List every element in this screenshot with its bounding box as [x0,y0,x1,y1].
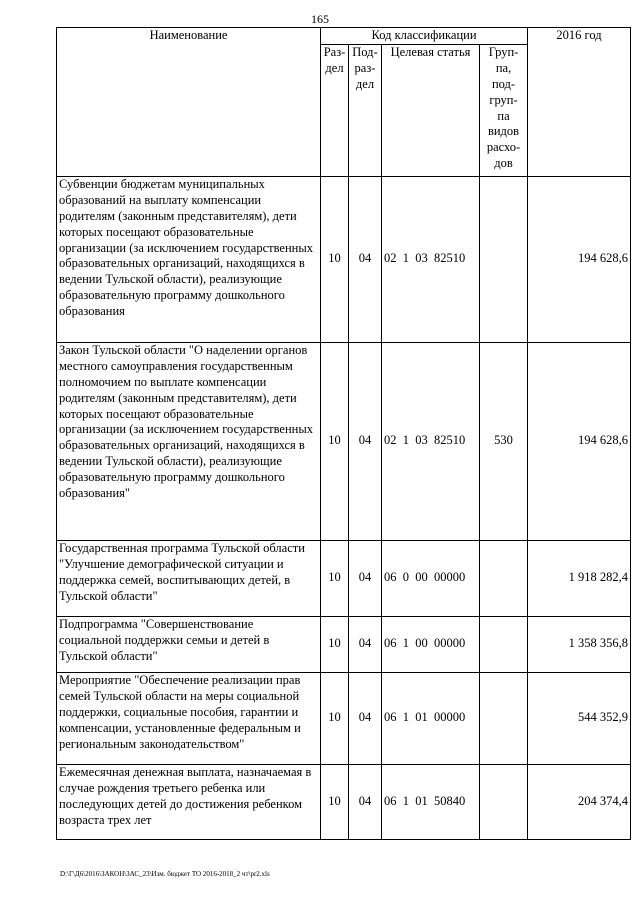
row-target-article: 02 1 03 82510 [382,342,480,540]
header-year: 2016 год [528,28,631,177]
row-name: Государственная программа Тульской области "Улучшение демографической ситуации и поддержка семей, воспитывающих детей, в Тульской области" [57,540,321,616]
table-row [57,176,631,342]
page-number: 165 [311,12,329,26]
row-target-article: 06 1 01 50840 [382,764,480,839]
budget-table [56,27,631,840]
row-section: 10 [321,176,349,342]
row-section: 10 [321,342,349,540]
row-expense-group: 530 [480,342,528,540]
row-amount: 204 374,4 [528,764,631,839]
row-section: 10 [321,616,349,672]
row-expense-group [480,540,528,616]
table-row [57,672,631,764]
row-target-article: 06 0 00 00000 [382,540,480,616]
row-section: 10 [321,764,349,839]
header-subsection: Под- раз- дел [349,44,382,176]
row-target-article: 06 1 00 00000 [382,616,480,672]
header-name: Наименование [57,28,321,177]
row-subsection: 04 [349,764,382,839]
row-amount: 1 918 282,4 [528,540,631,616]
row-name: Ежемесячная денежная выплата, назначаемая в случае рождения третьего ребенка или последующих детей до достижения ребенком возраста трех лет [57,764,321,839]
row-section: 10 [321,672,349,764]
row-expense-group [480,616,528,672]
table-row [57,616,631,672]
row-target-article: 06 1 01 00000 [382,672,480,764]
row-subsection: 04 [349,540,382,616]
table-row [57,764,631,839]
row-name: Субвенции бюджетам муниципальных образований на выплату компенсации родителям (законным представителям), дети которых посещают образовательные организации (за исключением государственных образовательных организаций, находящихся в ведении Тульской области), реализующие образовательную программу дошкольного образования [57,176,321,342]
row-expense-group [480,764,528,839]
table-row [57,540,631,616]
row-section: 10 [321,540,349,616]
header-expense-group: Груп- па, под- груп- па видов расхо- дов [480,44,528,176]
row-subsection: 04 [349,616,382,672]
row-expense-group [480,176,528,342]
row-amount: 544 352,9 [528,672,631,764]
row-subsection: 04 [349,176,382,342]
row-amount: 194 628,6 [528,342,631,540]
header-section: Раз- дел [321,44,349,176]
row-subsection: 04 [349,672,382,764]
footer-file-path: D:\Г\Д6\2016\ЗАКОН\ЗАС_23\Изм. бюджет ТО 2016-2018_2 чт\pr2.xls [60,870,270,878]
header-row-top [57,28,631,45]
row-name: Мероприятие "Обеспечение реализации прав семей Тульской области на меры социальной поддержки, социальные пособия, гарантии и компенсации, установленные федеральным и региональным законодательством" [57,672,321,764]
header-target-article: Целевая статья [382,44,480,176]
row-amount: 194 628,6 [528,176,631,342]
header-classification-code: Код классификации [321,28,528,45]
row-target-article: 02 1 03 82510 [382,176,480,342]
row-name: Подпрограмма "Совершенствование социальной поддержки семьи и детей в Тульской области" [57,616,321,672]
row-subsection: 04 [349,342,382,540]
row-name: Закон Тульской области "О наделении органов местного самоуправления государственным полномочием по выплате компенсации родителям (законным представителям), дети которых посещают образовательные организации (за исключением государственных образовательных организаций, находящихся в ведении Тульской области), реализующие образовательную программу дошкольного образования" [57,342,321,540]
row-amount: 1 358 356,8 [528,616,631,672]
table-row [57,342,631,540]
row-expense-group [480,672,528,764]
